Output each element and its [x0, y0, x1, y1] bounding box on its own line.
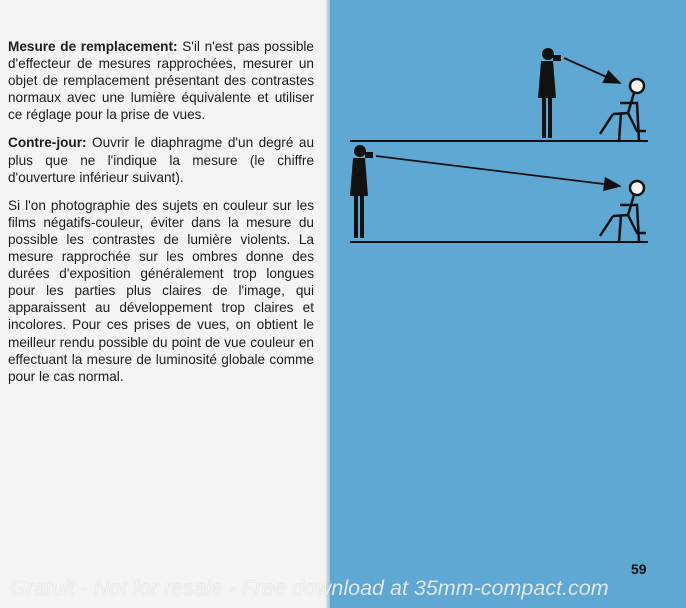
seated-subject-bottom	[600, 181, 646, 242]
text-column	[8, 38, 314, 396]
page-number: 59	[631, 561, 647, 577]
paragraph-contre-jour	[8, 134, 314, 185]
watermark-text: Gratuit - Not for resale - Free download at 35mm-compact.com	[10, 576, 609, 600]
paragraph-body: S'il n'est pas possible d'effecteur de mesures rapprochées, mesurer un objet de remplacement présentant des contrastes normaux avec une lumière équivalente et utiliser ce réglage pour la prise de vues.	[8, 39, 314, 123]
left-page	[0, 0, 330, 608]
photographer-figure-bottom	[350, 145, 373, 238]
paragraph-body: Ouvrir le diaphragme d'un degré au plus que ne l'indique la mesure (le chiffre d'ouverture inférieur suivant).	[8, 135, 314, 185]
paragraph-heading: Contre-jour:	[8, 135, 87, 151]
top-scene	[350, 48, 648, 141]
metering-arrow-bottom	[376, 156, 620, 186]
paragraph-mesure-de-remplacement	[8, 38, 314, 123]
seated-subject-top	[600, 79, 646, 141]
paragraph-films-negatifs-couleur	[8, 197, 314, 385]
metering-illustration	[330, 0, 686, 260]
photographer-figure-top	[538, 48, 561, 138]
bottom-scene	[350, 145, 648, 242]
paragraph-body: Si l'on photographie des sujets en couleur sur les films négatifs-couleur, éviter dans la mesure du possible les contrastes de lumière violents. La mesure rapprochée sur les ombres donne des durées d'exposition généralement trop longues pour les parties plus claires de l'image, qui apparaissent au développement trop claires et incolores. Pour ces prises de vues, on obtient le meilleur rendu possible du point de vue couleur en effectuant la mesure de luminosité globale comme pour le cas normal.	[8, 197, 314, 384]
metering-arrow-top	[564, 58, 620, 83]
paragraph-heading: Mesure de remplacement:	[8, 39, 178, 54]
